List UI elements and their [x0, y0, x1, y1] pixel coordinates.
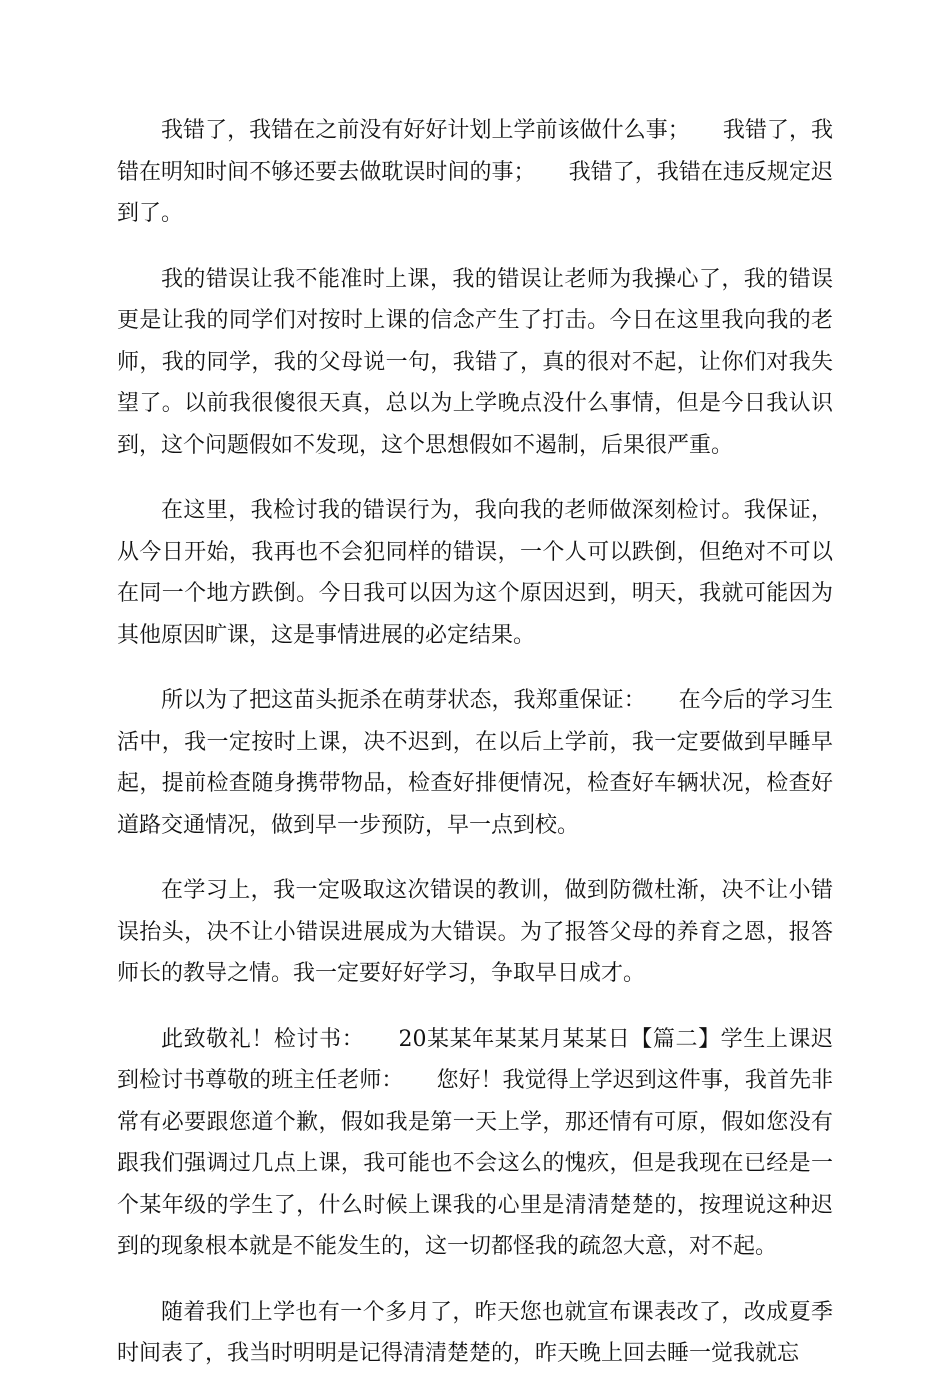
- paragraph-4: 所以为了把这苗头扼杀在萌芽状态，我郑重保证： 在今后的学习生活中，我一定按时上课，决不迟到，在以后上学前，我一定要做到早睡早起，提前检查随身携带物品，检查好排便情况，检查好车辆状况，检查好道路交通情况，做到早一步预防，早一点到校。: [117, 688, 833, 838]
- paragraph-1: 我错了，我错在之前没有好好计划上学前该做什么事； 我错了，我错在明知时间不够还要去做耽误时间的事； 我错了，我错在违反规定迟到了。: [117, 118, 833, 226]
- document-body: [117, 110, 833, 1399]
- paragraph-5: 在学习上，我一定吸取这次错误的教训，做到防微杜渐，决不让小错误抬头，决不让小错误进展成为大错误。为了报答父母的养育之恩，报答师长的教导之情。我一定要好好学习，争取早日成才。: [117, 878, 833, 986]
- paragraph-7: 随着我们上学也有一个多月了，昨天您也就宣布课表改了，改成夏季时间表了，我当时明明是记得清清楚楚的，昨天晚上回去睡一觉我就忘: [117, 1299, 833, 1366]
- paragraph-2: 我的错误让我不能准时上课，我的错误让老师为我操心了，我的错误更是让我的同学们对按时上课的信念产生了打击。今日在这里我向我的老师，我的同学，我的父母说一句，我错了，真的很对不起，让你们对我失望了。以前我很傻很天真，总以为上学晚点没什么事情，但是今日我认识到，这个问题假如不发现，这个思想假如不遏制，后果很严重。: [117, 266, 833, 458]
- paragraph-3: 在这里，我检讨我的错误行为，我向我的老师做深刻检讨。我保证，从今日开始，我再也不会犯同样的错误，一个人可以跌倒，但绝对不可以在同一个地方跌倒。今日我可以因为这个原因迟到，明天，我就可能因为其他原因旷课，这是事情进展的必定结果。: [117, 498, 833, 648]
- paragraph-6: 此致敬礼！检讨书： 20某某年某某月某某日【篇二】学生上课迟到检讨书尊敬的班主任老师： 您好！我觉得上学迟到这件事，我首先非常有必要跟您道个歉，假如我是第一天上学，那还情有可原，假如您没有跟我们强调过几点上课，我可能也不会这么的愧疚，但是我现在已经是一个某年级的学生了，什么时候上课我的心里是清清楚楚的，按理说这种迟到的现象根本就是不能发生的，这一切都怪我的疏忽大意，对不起。: [117, 1026, 833, 1259]
